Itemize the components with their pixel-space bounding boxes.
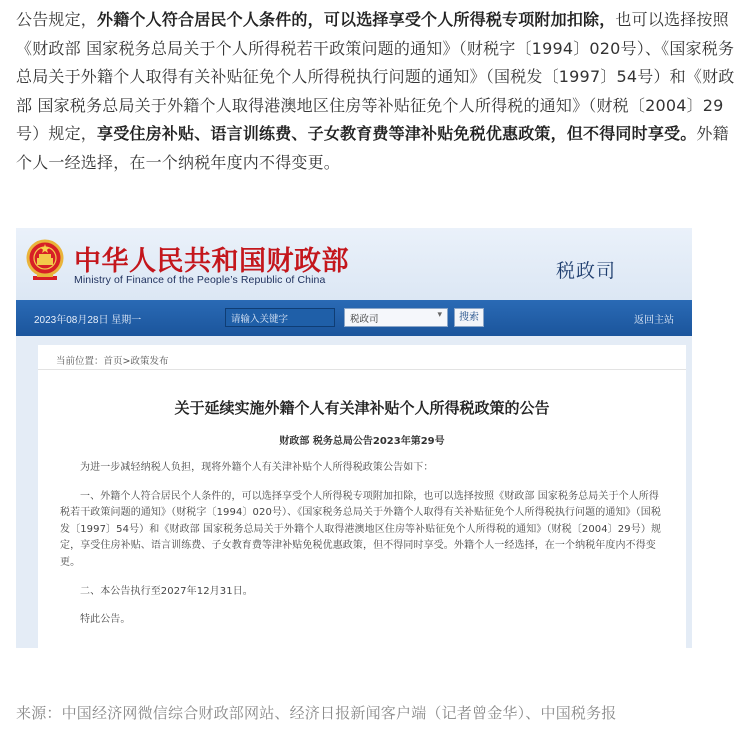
- department-title: 税政司: [556, 260, 617, 282]
- document-body: [60, 460, 668, 641]
- document-title: 关于延续实施外籍个人有关津补贴个人所得税政策的公告: [174, 399, 550, 417]
- department-select[interactable]: [344, 308, 448, 327]
- ministry-name-cn: 中华人民共和国财政部: [74, 246, 349, 277]
- divider: [38, 369, 686, 370]
- ministry-name-en: Ministry of Finance of the People’s Republic of China: [74, 274, 326, 286]
- document-paragraph: 特此公告。: [80, 614, 131, 626]
- nav-bar: [16, 300, 692, 336]
- intro-bold-text: 外籍个人符合居民个人条件的，可以选择享受个人所得税专项附加扣除，: [97, 10, 616, 29]
- document-paragraph: 一、外籍个人符合居民个人条件的，可以选择享受个人所得税专项附加扣除，也可以选择按照《财政部 国家税务总局关于个人所得税若干政策问题的通知》（财税字〔1994〕020号）、《国家税务总局关于外籍个人取得有关补贴征免个人所得税执行问题的通知》（国税发〔1997〕54号）和《财政部 国家税务总局关于外籍个人取得港澳地区住房等补贴征免个人所得税的通知》（财税〔2004〕29号）规定，享受住房补贴、语言训练费、子女教育费等津补贴免税优惠政策，但不得同时享受。外籍个人一经选择，在一个纳税年度内不得变更。: [60, 490, 662, 568]
- chevron-down-icon: ▾: [437, 310, 442, 320]
- intro-text: 外籍个人一经选择，在一个纳税年度内不得变更。: [16, 124, 729, 172]
- return-home-link[interactable]: 返回主站: [634, 315, 674, 326]
- article-intro: [16, 6, 740, 177]
- intro-text: 也可以选择按照《财政部 国家税务总局关于个人所得税若干政策问题的通知》（财税字〔1994〕020号）、《国家税务总局关于外籍个人取得有关补贴征免个人所得税执行问题的通知》（国税发〔1997〕54号）和《财政部 国家税务总局关于外籍个人取得港澳地区住房等补贴征免个人所得税的通知》（财税〔2004〕29号）规定，: [16, 10, 735, 143]
- intro-bold-text: 享受住房补贴、语言训练费、子女教育费等津补贴免税优惠政策，但不得同时享受。: [97, 124, 697, 143]
- search-button[interactable]: 搜索: [454, 308, 484, 327]
- breadcrumb: 当前位置：首页>政策发布: [56, 356, 169, 367]
- document-paragraph: 为进一步减轻纳税人负担，现将外籍个人有关津补贴个人所得税政策公告如下：: [80, 462, 434, 473]
- document-number: 财政部 税务总局公告2023年第29号: [279, 436, 445, 447]
- source-credit: 来源：中国经济网微信综合财政部网站、经济日报新闻客户端（记者曾金华）、中国税务报: [16, 704, 617, 722]
- nav-date: 2023年08月28日 星期一: [34, 315, 142, 326]
- national-emblem-icon: [25, 238, 65, 284]
- document-paragraph: 二、本公告执行至2027年12月31日。: [80, 585, 253, 597]
- search-input[interactable]: 请输入关键字: [225, 308, 335, 327]
- ministry-header: [16, 228, 692, 300]
- content-panel: [38, 345, 686, 648]
- select-value: 税政司: [350, 314, 379, 325]
- intro-text: 公告规定，: [16, 10, 98, 29]
- embedded-screenshot: [16, 228, 692, 648]
